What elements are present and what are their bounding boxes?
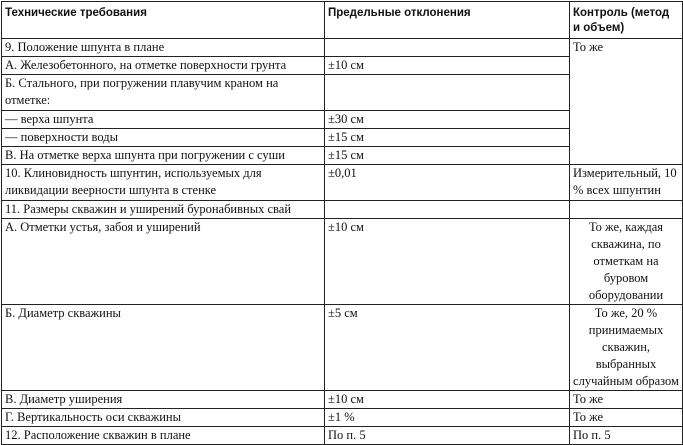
tolerance-cell: ±0,01 xyxy=(325,165,570,201)
header-tolerances: Предельные отклонения xyxy=(325,2,570,39)
tolerance-cell xyxy=(325,75,570,111)
table-row xyxy=(2,165,683,201)
requirement-cell: 9. Положение шпунта в плане xyxy=(2,39,325,57)
control-cell: То же xyxy=(570,391,683,409)
table-header-row xyxy=(2,2,683,39)
table-row xyxy=(2,305,683,391)
requirement-cell: В. Диаметр уширения xyxy=(2,391,325,409)
table-row xyxy=(2,427,683,445)
tolerance-cell xyxy=(325,39,570,57)
control-cell xyxy=(570,201,683,219)
control-cell: То же, каждая скважина, по отметкам на буровом оборудовании xyxy=(570,219,683,305)
table-row xyxy=(2,409,683,427)
requirements-table xyxy=(1,1,683,445)
table-row xyxy=(2,391,683,409)
tolerance-cell: ±10 см xyxy=(325,391,570,409)
control-cell: Измерительный, 10 % всех шпунтин xyxy=(570,165,683,201)
tolerance-cell: ±30 см xyxy=(325,111,570,129)
requirement-cell: А. Отметки устья, забоя и уширений xyxy=(2,219,325,305)
table-row xyxy=(2,201,683,219)
requirement-cell: Б. Стального, при погружении плавучим краном на отметке: xyxy=(2,75,325,111)
control-cell: То же xyxy=(570,409,683,427)
tolerance-cell: ±10 см xyxy=(325,57,570,75)
requirement-cell: А. Железобетонного, на отметке поверхности грунта xyxy=(2,57,325,75)
requirement-cell: 10. Клиновидность шпунтин, используемых для ликвидации веерности шпунта в стенке xyxy=(2,165,325,201)
header-requirements: Технические требования xyxy=(2,2,325,39)
requirement-cell: В. На отметке верха шпунта при погружении с суши xyxy=(2,147,325,165)
header-control: Контроль (метод и объем) xyxy=(570,2,683,39)
tolerance-cell: ±5 см xyxy=(325,305,570,391)
requirement-cell: Г. Вертикальность оси скважины xyxy=(2,409,325,427)
table-row xyxy=(2,39,683,57)
requirement-cell: — верха шпунта xyxy=(2,111,325,129)
requirement-cell: Б. Диаметр скважины xyxy=(2,305,325,391)
control-cell: То же, 20 % принимаемых скважин, выбранных случайным образом xyxy=(570,305,683,391)
tolerance-cell: ±1 % xyxy=(325,409,570,427)
requirement-cell: — поверхности воды xyxy=(2,129,325,147)
requirement-cell: 12. Расположение скважин в плане xyxy=(2,427,325,445)
tolerance-cell: ±10 см xyxy=(325,219,570,305)
table-row xyxy=(2,219,683,305)
tolerance-cell: ±15 см xyxy=(325,129,570,147)
control-cell: То же xyxy=(570,39,683,165)
requirement-cell: 11. Размеры скважин и уширений буронабивных свай xyxy=(2,201,325,219)
tolerance-cell: ±15 см xyxy=(325,147,570,165)
control-cell: По п. 5 xyxy=(570,427,683,445)
tolerance-cell xyxy=(325,201,570,219)
tolerance-cell: По п. 5 xyxy=(325,427,570,445)
